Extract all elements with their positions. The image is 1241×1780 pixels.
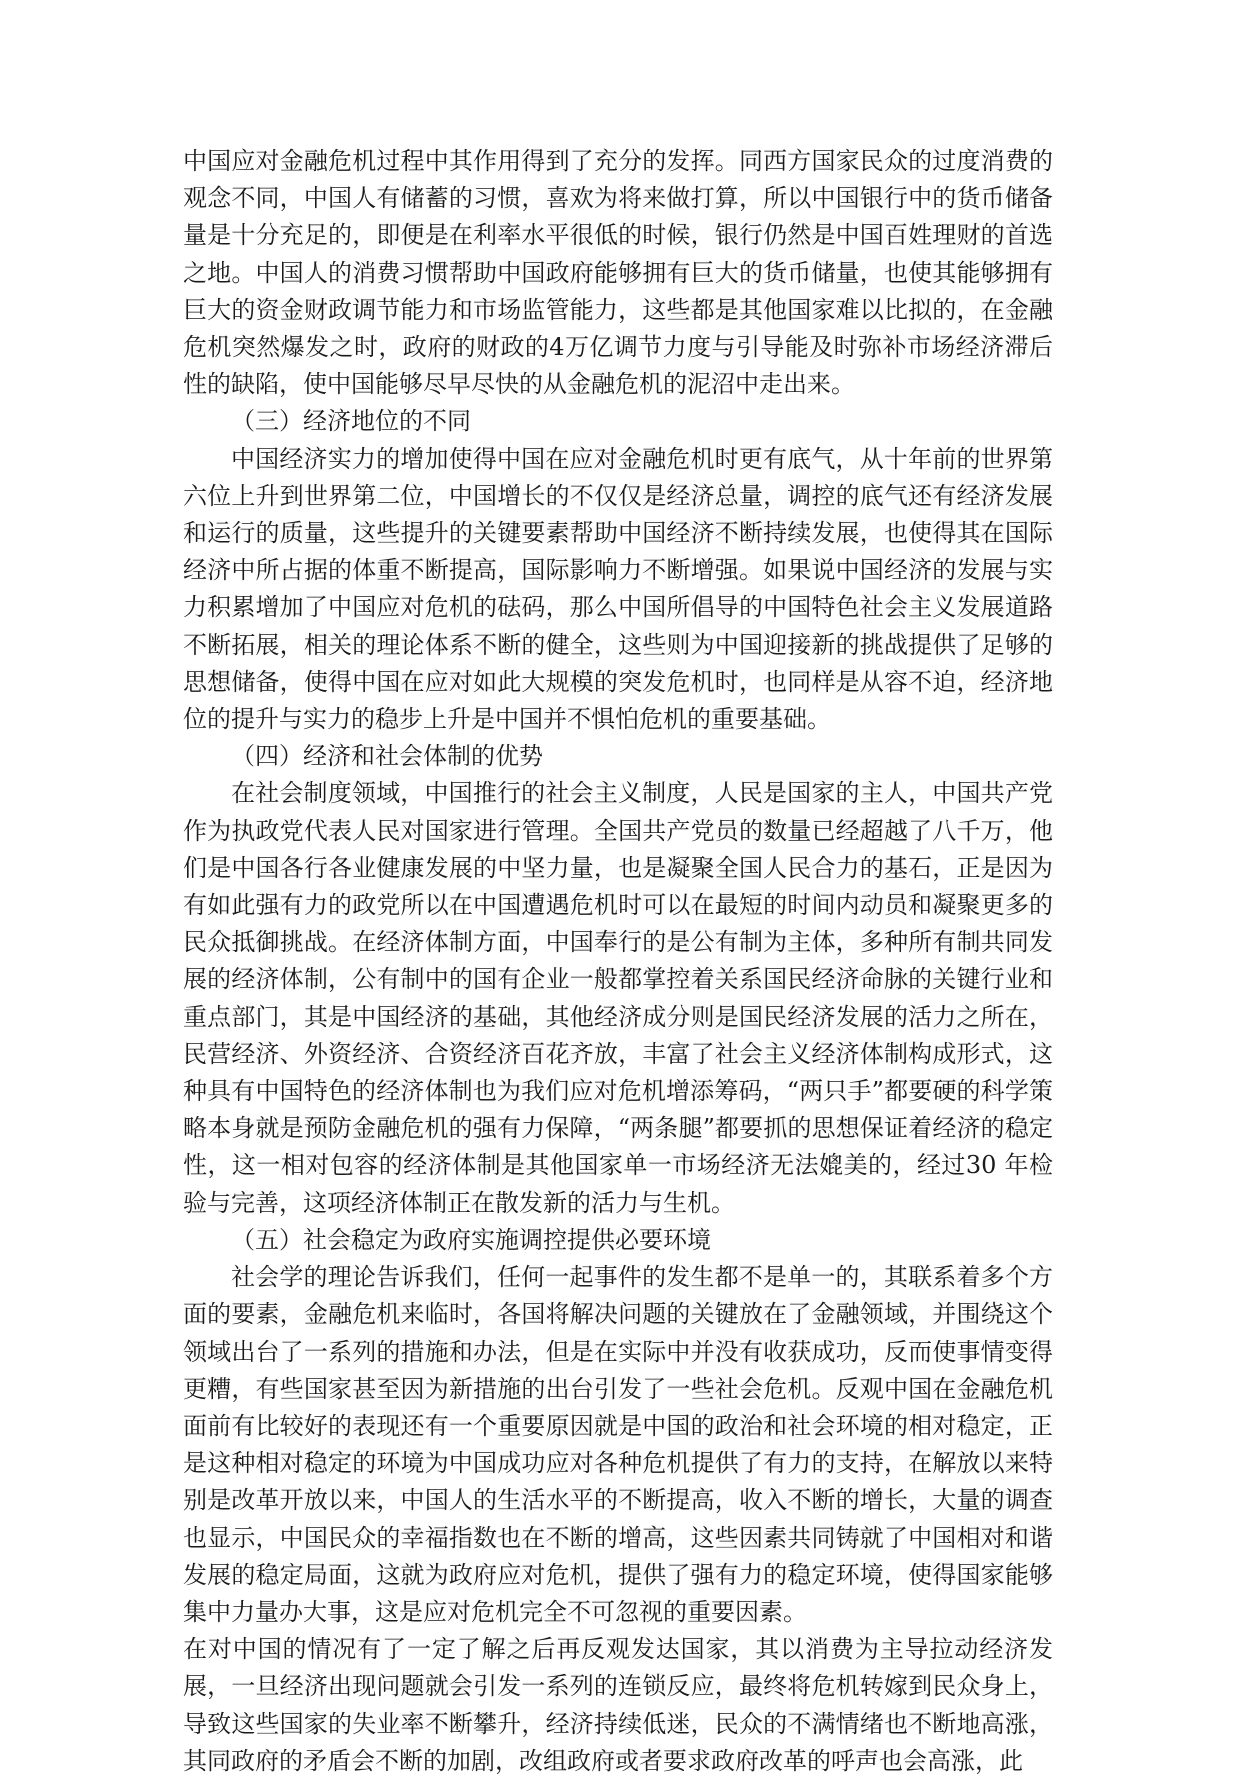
paragraph-continued: 中国应对金融危机过程中其作用得到了充分的发挥。同西方国家民众的过度消费的观念不同，中国人有储蓄的习惯，喜欢为将来做打算，所以中国银行中的货币储备量是十分充足的，即便是在利率水平很低的时候，银行仍然是中国百姓理财的首选之地。中国人的消费习惯帮助中国政府能够拥有巨大的货币储量，也使其能够拥有巨大的资金财政调节能力和市场监管能力，这些都是其他国家难以比拟的，在金融危机突然爆发之时，政府的财政的4万亿调节力度与引导能及时弥补市场经济滞后性的缺陷，使中国能够尽早尽快的从金融危机的泥沼中走出来。 xyxy=(183,147,1053,399)
paragraph-section-3: 中国经济实力的增加使得中国在应对金融危机时更有底气，从十年前的世界第六位上升到世界第二位，中国增长的不仅仅是经济总量，调控的底气还有经济发展和运行的质量，这些提升的关键要素帮助中国经济不断持续发展，也使得其在国际经济中所占据的体重不断提高，国际影响力不断增强。如果说中国经济的发展与实力积累增加了中国应对危机的砝码，那么中国所倡导的中国特色社会主义发展道路不断拓展，相关的理论体系不断的健全，这些则为中国迎接新的挑战提供了足够的思想储备，使得中国在应对如此大规模的突发危机时，也同样是从容不迫，经济地位的提升与实力的稳步上升是中国并不惧怕危机的重要基础。 xyxy=(183,444,1053,734)
paragraph-section-4: 在社会制度领域，中国推行的社会主义制度，人民是国家的主人，中国共产党作为执政党代表人民对国家进行管理。全国共产党员的数量已经超越了八千万，他们是中国各行各业健康发展的中坚力量，也是凝聚全国人民合力的基石，正是因为有如此强有力的政党所以在中国遭遇危机时可以在最短的时间内动员和凝聚更多的民众抵御挑战。在经济体制方面，中国奉行的是公有制为主体，多种所有制共同发展的经济体制，公有制中的国有企业一般都掌控着关系国民经济命脉的关键行业和重点部门，其是中国经济的基础，其他经济成分则是国民经济发展的活力之所在，民营经济、外资经济、合资经济百花齐放，丰富了社会主义经济体制构成形式，这种具有中国特色的经济体制也为我们应对危机增添筹码，“两只手”都要硬的科学策略本身就是预防金融危机的强有力保障，“两条腿”都要抓的思想保证着经济的稳定性，这一相对包容的经济体制是其他国家单一市场经济无法媲美的，经过30 年检验与完善，这项经济体制正在散发新的活力与生机。 xyxy=(183,779,1053,1217)
paragraph-section-5-continued: 在对中国的情况有了一定了解之后再反观发达国家，其以消费为主导拉动经济发展，一旦经济出现问题就会引发一系列的连锁反应，最终将危机转嫁到民众身上，导致这些国家的失业率不断攀升，经济持续低迷，民众的不满情绪也不断地高涨，其同政府的矛盾会不断的加剧，改组政府或者要求政府改革的呼声也会高涨，此 xyxy=(183,1635,1053,1775)
section-heading-4: （四）经济和社会体制的优势 xyxy=(231,742,543,771)
section-heading-3: （三）经济地位的不同 xyxy=(231,407,471,436)
paragraph-section-5: 社会学的理论告诉我们，任何一起事件的发生都不是单一的，其联系着多个方面的要素，金融危机来临时，各国将解决问题的关键放在了金融领域，并围绕这个领域出台了一系列的措施和办法，但是在实际中并没有收获成功，反而使事情变得更糟，有些国家甚至因为新措施的出台引发了一些社会危机。反观中国在金融危机面前有比较好的表现还有一个重要原因就是中国的政治和社会环境的相对稳定，正是这种相对稳定的环境为中国成功应对各种危机提供了有力的支持，在解放以来特别是改革开放以来，中国人的生活水平的不断提高，收入不断的增长，大量的调查也显示，中国民众的幸福指数也在不断的增高，这些因素共同铸就了中国相对和谐发展的稳定局面，这就为政府应对危机，提供了强有力的稳定环境，使得国家能够集中力量办大事，这是应对危机完全不可忽视的重要因素。 xyxy=(183,1263,1053,1626)
document-page xyxy=(183,143,1053,1780)
section-heading-5: （五）社会稳定为政府实施调控提供必要环境 xyxy=(231,1225,711,1254)
